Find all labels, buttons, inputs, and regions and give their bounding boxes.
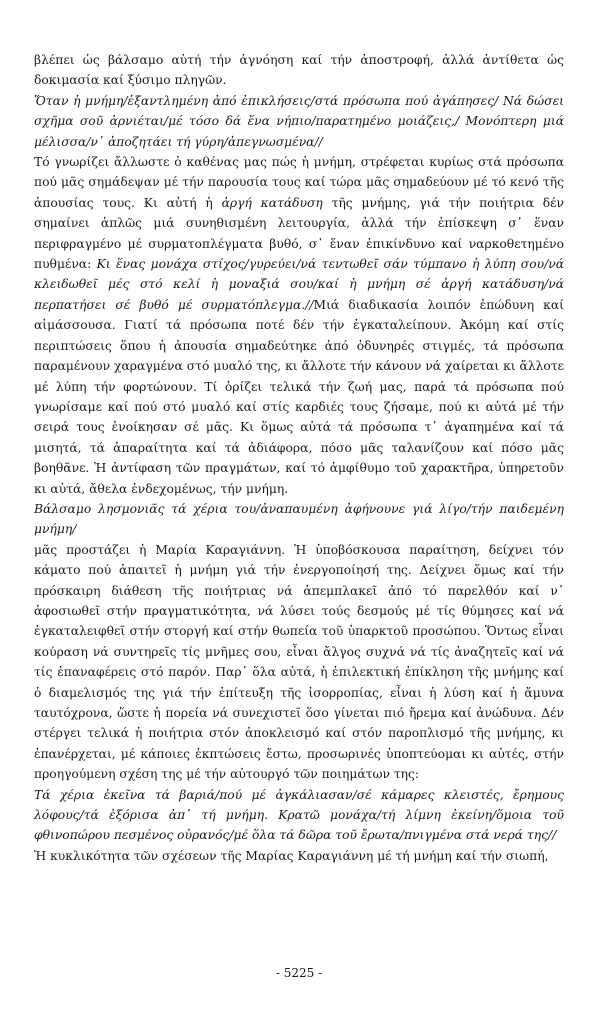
paragraph-4: Ἡ κυκλικότητα τῶν σχέσεων τῆς Μαρίας Καραγιάννη μέ τή μνήμη καί τήν σιωπή, [34,848,549,863]
italic-run: Κι ἕνας μονάχα στίχος/γυρεύει/νά τεντωθεῖ σάν τύμπανο ἡ λύπη σου/νά κλειδωθεῖ μές στό κελί ἡ μοναξιά σου/καί ἡ μνήμη σέ ἀργή κατάδυση/νά περπατήσει σέ βυθό μέ συρματόπλεγμα.// [34,257,565,312]
text-run: Τό γνωρίζει ἄλλωστε ὁ καθένας μας πώς ἡ μνήμη, στρέφεται κυρίως στά πρόσωπα πού μᾶς σημάδεψαν μέ τήν παρουσία τους καί τώρα μᾶς σημαδεύουν μέ τό κενό τῆς ἀπουσίας τους. Κι αὐτή ἡ [34,155,564,210]
text-run: Μιά διαδικασία λοιπόν ἐπώδυνη καί αἱμάσσουσα. Γιατί τά πρόσωπα ποτέ δέν τήν ἐγκαταλείπουν. Ἀκόμη καί στίς περιπτώσεις ὅπου ἡ ἀπουσία σημαδεύτηκε ἀπό ὀδυνηρές στιγμές, τά πρόσωπα παραμένουν χαραγμένα στό μυαλό της, κι ἄλλοτε τήν κάνουν νά χαίρεται κι ἄλλοτε μέ λύπη τήν φορτώνουν. Τί ὁρίζει τελικά τήν ζωή μας, παρά τά πρόσωπα πού γνωρίσαμε καί πού στό μυαλό καί στίς καρδιές τους ζήσαμε, πού κι αὐτά μέ τήν σειρά τους ἐνοίκησαν σέ μᾶς. Κι ὅμως αὐτά τά πρόσωπα τ᾿ ἀγαπημένα καί τά μισητά, τά ἀπαραίτητα καί τά ἀδιάφορα, πόσο μᾶς ταλανίζουν καί πόσο μᾶς βοηθᾶνε. Ἡ ἀντίφαση τῶν πραγμάτων, καί τό ἀμφίθυμο τοῦ χαρακτῆρα, ὑπηρετοῦν κι αὐτά, ἄθελα ἐνδεχομένως, τήν μνήμη. [34,297,564,496]
document-body [34,50,564,866]
page-number: - 5225 - [275,966,323,980]
paragraph-1: βλέπει ὡς βάλσαμο αὐτή τήν ἀγνόηση καί τήν ἀποστροφή, ἀλλά ἀντίθετα ὡς δοκιμασία καί ξύσιμο πληγῶν. [34,53,564,88]
italic-run: ἀργή κατάδυση [221,195,323,210]
poem-quote-2: Βάλσαμο λησμονιᾶς τά χέρια του/ἀναπαυμένη ἀφήνουνε γιά λίγο/τήν παιδεμένη μνήμη/ [34,501,564,537]
poem-quote-1: Ὅταν ἡ μνήμη/ἐξαντλημένη ἀπό ἐπικλήσεις/στά πρόσωπα πού ἀγάπησες/ Νά δώσει σχῆμα σοῦ ἀρνιέται/μέ τόσο δά ἕνα νήπιο/παρατημένο μοιάζεις,/ Μονόπτερη μιά μέλισσα/ν᾿ ἀποζητάει τή γύρη/ἀπεγνωσμένα// [34,93,564,149]
paragraph-2 [34,152,564,499]
poem-quote-3: Τά χέρια ἐκεῖνα τά βαριά/πού μέ ἀγκάλιασαν/σέ κάμαρες κλειστές, ἔρημους λόφους/τά ἐξόρισα ἀπ᾿ τή μνήμη. Κρατῶ μονάχα/τή λίμνη ἐκείνη/ὅμοια τοῦ φθινοπώρου πεσμένος οὐρανός/μέ ὅλα τά δῶρα τοῦ ἔρωτα/πνιγμένα στά νερά της// [34,787,564,843]
paragraph-3: μᾶς προστάζει ἡ Μαρία Καραγιάννη. Ἡ ὑποβόσκουσα παραίτηση, δείχνει τόν κάματο πού ἀπαιτεῖ ἡ μνήμη γιά τήν ἐνεργοποίησή της. Δείχνει ὅμως καί τήν πρόσκαιρη διάθεση τῆς ποιήτριας νά ἀπεμπλακεῖ ἀπό τό παρελθόν καί ν᾿ ἀφοσιωθεῖ στήν πραγματικότητα, νά λύσει τούς δεσμούς μέ τίς θύμησες καί νά ἐγκαταλειφθεῖ στήν στοργή καί στήν θωπεία τοῦ ὑπαρκτοῦ προσώπου. Ὅντως εἶναι κούραση νά συντηρεῖς τίς μνῆμες σου, εἶναι ἄλγος συχνά νά τίς ἀναζητεῖς καί νά τίς ἐπαναφέρεις στό παρόν. Παρ᾿ ὅλα αὐτά, ἡ ἐπιλεκτική ἐπίκληση τῆς μνήμης καί ὁ διαμελισμός της γιά τήν ἐπίτευξη τῆς ἰσορροπίας, εἶναι ἡ λύση καί ἡ ἄμυνα ταυτόχρονα, ὥστε ἡ πορεία νά συνεχιστεῖ ὅσο γίνεται πιό ἤρεμα καί ἀνώδυνα. Δέν στέργει τελικά ἡ ποιήτρια στόν ἀποκλεισμό καί στόν παροπλισμό τῆς μνήμης, κι ἐπανέρχεται, μέ κάποιες ἐκπτώσεις ἔστω, προσωρινές ὑποπτεύομαι κι αὐτές, στήν προηγούμενη σχέση της μέ τήν αὐτουργό τῶν ποιημάτων της: [34,542,564,782]
text-run: τῆς μνήμης, γιά τήν ποιήτρια δέν σημαίνει ἁπλῶς μιά συνηθισμένη λειτουργία, ἀλλά τήν ἐπίσκεψη σ᾿ ἕναν περιφραγμένο μέ συρματοπλέγματα βυθό, σ᾿ ἕναν ἐπικίνδυνο καί ναρκοθετημένο πυθμένα: [34,195,565,272]
